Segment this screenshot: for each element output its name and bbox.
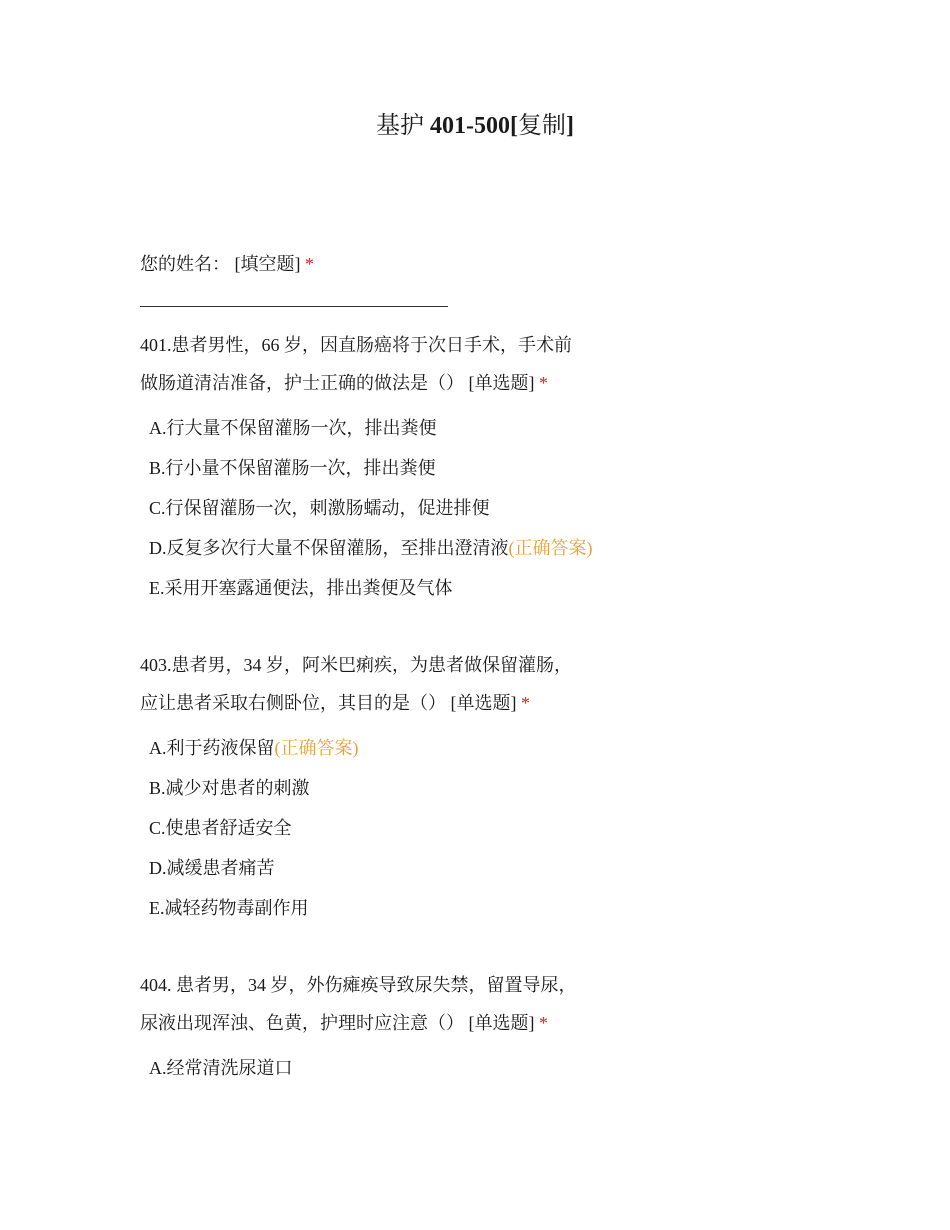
option-text: D.减缓患者痛苦	[149, 858, 275, 878]
option-text: E.采用开塞露通便法，排出粪便及气体	[149, 578, 453, 598]
option-text: A.利于药液保留	[149, 738, 275, 758]
required-mark: *	[305, 254, 314, 274]
option-text: C.行保留灌肠一次，刺激肠蠕动，促进排便	[149, 498, 490, 518]
required-mark: *	[521, 693, 530, 713]
question-404	[140, 966, 660, 1042]
page-title	[0, 110, 950, 142]
title-prefix: 基护	[376, 113, 430, 139]
option-text: B.行小量不保留灌肠一次，排出粪便	[149, 458, 436, 478]
option-d[interactable]	[149, 848, 359, 888]
option-text: A.经常清洗尿道口	[149, 1058, 293, 1078]
required-mark: *	[539, 373, 548, 393]
question-text-line1: 401.患者男性，66 岁，因直肠癌将于次日手术，手术前	[140, 335, 572, 355]
title-copy: 复制	[517, 113, 566, 139]
question-type: [填空题]	[234, 254, 301, 274]
question-text-line2: 应让患者采取右侧卧位，其目的是（）	[140, 693, 446, 713]
option-text: A.行大量不保留灌肠一次，排出粪便	[149, 418, 437, 438]
option-b[interactable]	[149, 448, 593, 488]
options-403	[149, 728, 359, 928]
option-a[interactable]	[149, 728, 359, 768]
question-text-line2: 做肠道清洁准备，护士正确的做法是（）	[140, 373, 464, 393]
option-c[interactable]	[149, 488, 593, 528]
option-b[interactable]	[149, 768, 359, 808]
required-mark: *	[539, 1013, 548, 1033]
option-text: B.减少对患者的刺激	[149, 778, 310, 798]
question-text-line1: 404. 患者男，34 岁，外伤瘫痪导致尿失禁，留置导尿，	[140, 975, 577, 995]
question-text-line2: 尿液出现浑浊、色黄，护理时应注意（）	[140, 1013, 464, 1033]
question-text-line1: 403.患者男，34 岁，阿米巴痢疾，为患者做保留灌肠，	[140, 655, 572, 675]
name-question	[140, 252, 314, 276]
question-type: [单选题]	[468, 1013, 535, 1033]
options-404	[149, 1048, 293, 1088]
option-a[interactable]	[149, 408, 593, 448]
name-input-line[interactable]	[140, 306, 448, 307]
name-label: 您的姓名：	[140, 254, 230, 274]
correct-mark: (正确答案)	[508, 538, 593, 558]
option-e[interactable]	[149, 568, 593, 608]
option-a[interactable]	[149, 1048, 293, 1088]
options-401	[149, 408, 593, 608]
correct-mark: (正确答案)	[274, 738, 359, 758]
option-text: D.反复多次行大量不保留灌肠，至排出澄清液	[149, 538, 509, 558]
question-type: [单选题]	[468, 373, 535, 393]
question-403	[140, 646, 660, 722]
option-d[interactable]	[149, 528, 593, 568]
option-c[interactable]	[149, 808, 359, 848]
option-text: C.使患者舒适安全	[149, 818, 292, 838]
question-type: [单选题]	[450, 693, 517, 713]
option-text: E.减轻药物毒副作用	[149, 898, 309, 918]
title-bracket: ]	[565, 113, 574, 139]
option-e[interactable]	[149, 888, 359, 928]
title-range: 401-500[	[430, 113, 518, 139]
question-401	[140, 326, 660, 402]
